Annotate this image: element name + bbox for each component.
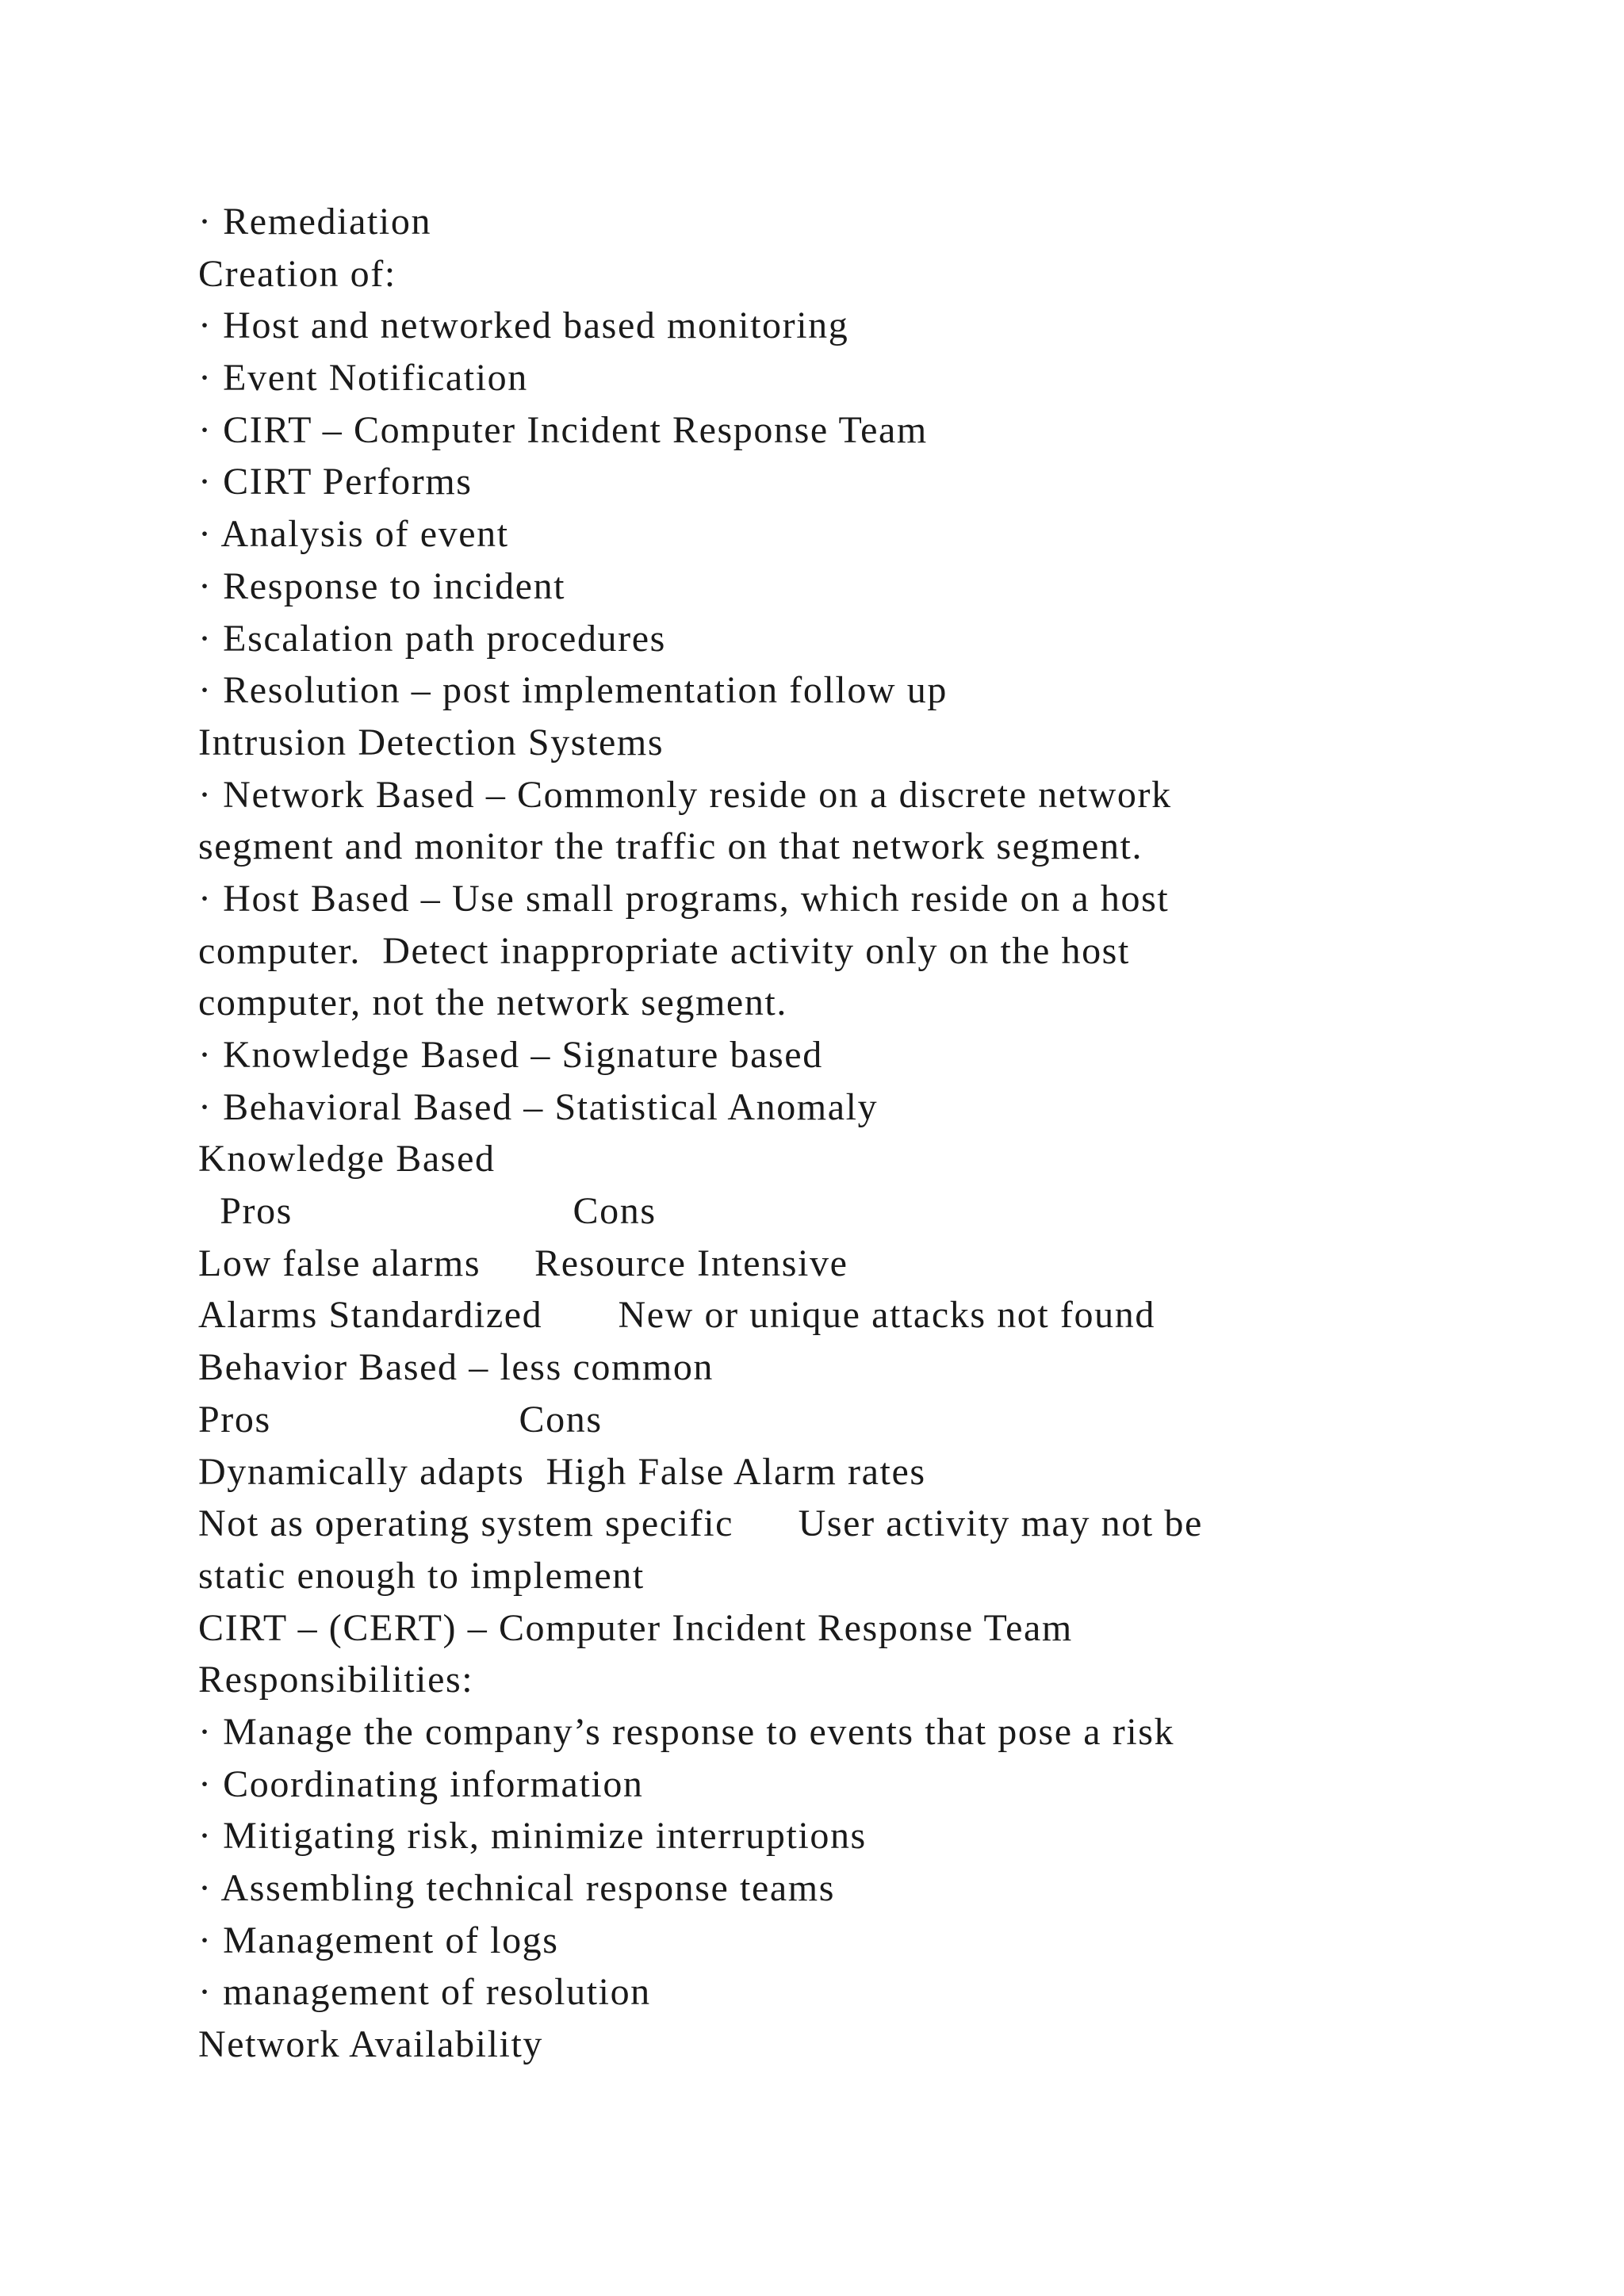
document-body bbox=[198, 196, 1435, 2071]
text-line: computer. Detect inappropriate activity only on the host bbox=[198, 929, 1130, 972]
text-line: Responsibilities: bbox=[198, 1659, 474, 1701]
table-row: static enough to implement bbox=[198, 1554, 645, 1597]
text-line: · Assembling technical response teams bbox=[198, 1867, 836, 1909]
text-line: · Response to incident bbox=[198, 564, 566, 607]
section-heading: Intrusion Detection Systems bbox=[198, 721, 665, 763]
table-header-row: Pros Cons bbox=[198, 1190, 657, 1233]
text-line: · Behavioral Based – Statistical Anomaly bbox=[198, 1085, 879, 1128]
text-line: · Escalation path procedures bbox=[198, 617, 666, 660]
section-heading: Knowledge Based bbox=[198, 1138, 496, 1181]
text-line: · Mitigating risk, minimize interruptions bbox=[198, 1815, 867, 1858]
table-row: Low false alarms Resource Intensive bbox=[198, 1242, 848, 1284]
text-line: · CIRT – Computer Incident Response Team bbox=[198, 408, 928, 451]
section-heading: CIRT – (CERT) – Computer Incident Response Team bbox=[198, 1606, 1073, 1649]
section-heading: Network Availability bbox=[198, 2023, 544, 2066]
text-line: · Knowledge Based – Signature based bbox=[198, 1034, 823, 1076]
text-line: Creation of: bbox=[198, 252, 396, 295]
text-line: · Host Based – Use small programs, which reside on a host bbox=[198, 877, 1170, 920]
text-line: · Remediation bbox=[198, 201, 432, 243]
text-line: computer, not the network segment. bbox=[198, 982, 787, 1024]
table-row: Not as operating system specific User activity may not be bbox=[198, 1502, 1203, 1545]
table-row: Alarms Standardized New or unique attacks not found bbox=[198, 1294, 1155, 1337]
table-row: Dynamically adapts High False Alarm rates bbox=[198, 1450, 926, 1493]
text-line: segment and monitor the traffic on that network segment. bbox=[198, 825, 1143, 868]
text-line: · Management of logs bbox=[198, 1919, 559, 1961]
text-line: · Resolution – post implementation follow up bbox=[198, 669, 948, 712]
table-header-row: Pros Cons bbox=[198, 1398, 603, 1441]
text-line: · management of resolution bbox=[198, 1971, 651, 2014]
text-line: · Network Based – Commonly reside on a discrete network bbox=[198, 773, 1172, 816]
text-line: · Event Notification bbox=[198, 357, 528, 400]
text-line: · Host and networked based monitoring bbox=[198, 304, 849, 347]
text-line: · CIRT Performs bbox=[198, 461, 473, 503]
text-line: · Analysis of event bbox=[198, 513, 509, 556]
section-heading: Behavior Based – less common bbox=[198, 1346, 714, 1389]
text-line: · Coordinating information bbox=[198, 1762, 644, 1805]
text-line: · Manage the company’s response to events that pose a risk bbox=[198, 1710, 1175, 1753]
